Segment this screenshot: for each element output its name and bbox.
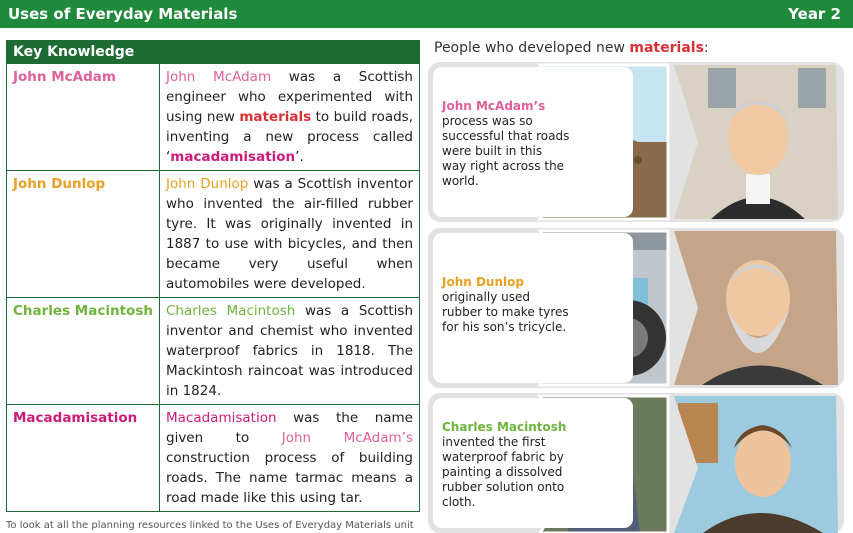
people-heading bbox=[434, 40, 709, 56]
definition-fragment: John McAdam bbox=[166, 69, 272, 85]
macintosh-text-panel bbox=[433, 398, 633, 528]
key-knowledge-term: Charles Macintosh bbox=[7, 298, 160, 404]
key-knowledge-term: John McAdam bbox=[7, 64, 160, 170]
header-bar bbox=[0, 0, 853, 28]
key-knowledge-row bbox=[7, 170, 419, 297]
key-knowledge-heading: Key Knowledge bbox=[7, 41, 419, 63]
dunlop-card-body: originally used rubber to make tyres for his son’s tricycle. bbox=[442, 290, 569, 334]
definition-fragment: Charles Macintosh bbox=[166, 303, 296, 319]
definition-fragment: materials bbox=[239, 109, 312, 125]
key-knowledge-row bbox=[7, 297, 419, 404]
definition-fragment: to build roads, inventing a new process called ‘ bbox=[166, 109, 413, 165]
page-title: Uses of Everyday Materials bbox=[8, 5, 238, 23]
definition-fragment: macadamisation bbox=[170, 149, 296, 165]
mcadam-text-panel bbox=[433, 67, 633, 217]
key-knowledge-term: Macadamisation bbox=[7, 405, 160, 511]
mcadam-card-body: process was so successful that roads were built in this way right across the world. bbox=[442, 114, 570, 188]
key-knowledge-row bbox=[7, 63, 419, 170]
person-card-dunlop bbox=[428, 228, 844, 388]
footnote-link-text[interactable]: To look at all the planning resources linked to the Uses of Everyday Materials unit bbox=[6, 520, 414, 531]
mcadam-card-text bbox=[442, 99, 570, 189]
mcadam-card-name: John McAdam’s bbox=[442, 99, 546, 113]
dunlop-portrait bbox=[668, 228, 844, 388]
mcadam-portrait bbox=[668, 62, 844, 222]
definition-fragment: John McAdam’s bbox=[281, 430, 413, 446]
key-knowledge-table bbox=[6, 40, 420, 512]
definition-fragment: was a Scottish inventor and chemist who invented waterproof fabrics in 1818. The Mackintosh raincoat was introduced in 1824. bbox=[166, 303, 414, 399]
people-heading-highlight: materials bbox=[629, 40, 704, 56]
definition-fragment: construction process of building roads. The name tarmac means a road made like this using tar. bbox=[166, 450, 413, 506]
dunlop-card-name: John Dunlop bbox=[442, 275, 524, 289]
definition-fragment: was a Scottish engineer who experimented with using new bbox=[166, 69, 413, 125]
definition-fragment: John Dunlop bbox=[166, 176, 249, 192]
key-knowledge-rows bbox=[7, 63, 419, 511]
people-heading-suffix: : bbox=[703, 40, 709, 56]
key-knowledge-definition bbox=[160, 64, 419, 170]
year-label: Year 2 bbox=[788, 5, 841, 23]
definition-fragment: ’. bbox=[295, 149, 304, 165]
macintosh-card-name: Charles Macintosh bbox=[442, 420, 567, 434]
person-card-mcadam bbox=[428, 62, 844, 222]
macintosh-card-body: invented the first waterproof fabric by painting a dissolved rubber solution onto cloth. bbox=[442, 435, 565, 509]
key-knowledge-term: John Dunlop bbox=[7, 171, 160, 297]
macintosh-portrait bbox=[668, 393, 844, 533]
dunlop-card-text bbox=[442, 275, 570, 335]
dunlop-text-panel bbox=[433, 233, 633, 383]
definition-fragment: was a Scottish inventor who invented the air-filled rubber tyre. It was originally invented in 1887 to use with bicycles, and then became very useful when automobiles were developed. bbox=[166, 176, 413, 292]
macintosh-card-text bbox=[442, 420, 570, 510]
key-knowledge-definition bbox=[160, 405, 419, 511]
key-knowledge-row bbox=[7, 404, 419, 511]
person-card-macintosh bbox=[428, 393, 844, 533]
definition-fragment: Macadamisation bbox=[166, 410, 277, 426]
definition-fragment: was the name given to bbox=[166, 410, 413, 446]
people-heading-prefix: People who developed new bbox=[434, 40, 630, 56]
key-knowledge-definition bbox=[160, 171, 419, 297]
key-knowledge-definition bbox=[160, 298, 419, 404]
